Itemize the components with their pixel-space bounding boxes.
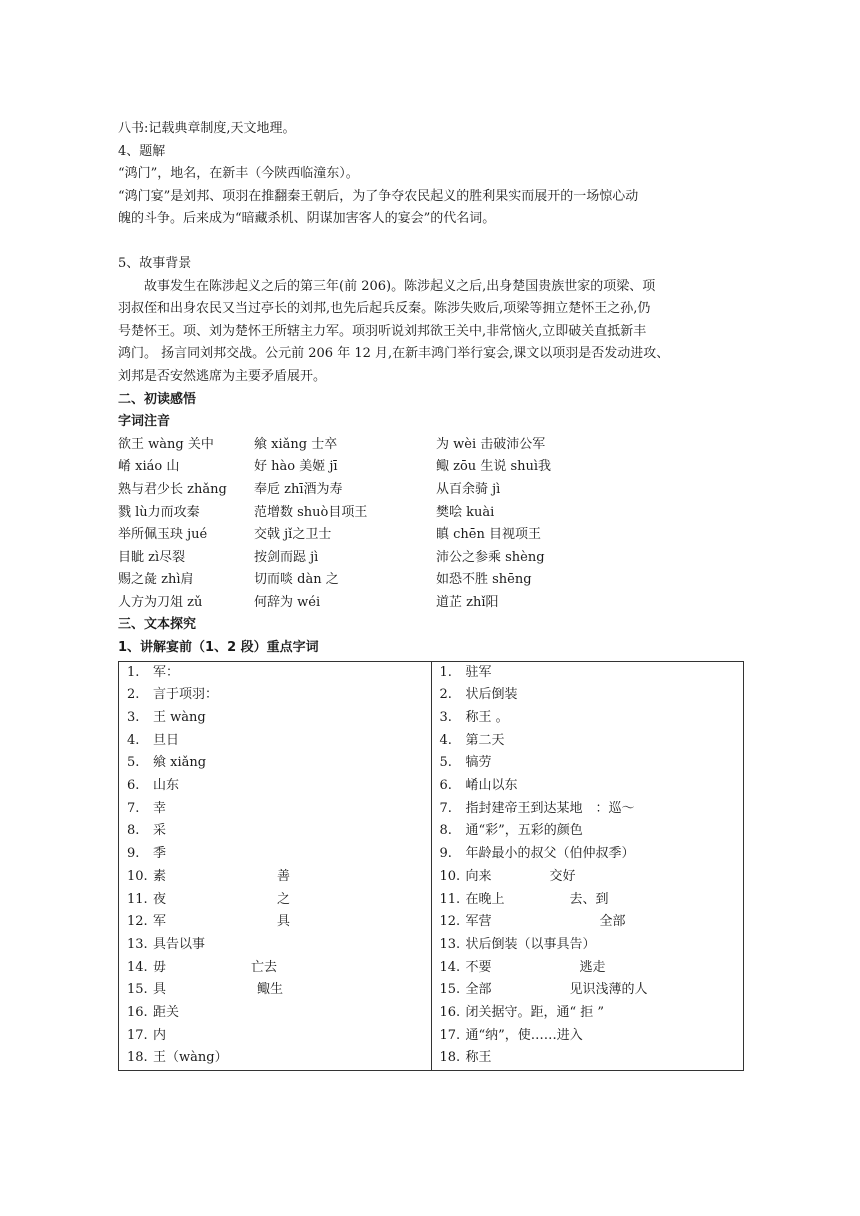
pronunciation-item: 戮 lù力而攻秦 xyxy=(118,504,200,520)
words-column xyxy=(119,661,432,1070)
pronunciation-item: 切而啖 dàn 之 xyxy=(254,572,339,588)
pronunciation-item: 何辞为 wéi xyxy=(254,594,321,610)
pronunciation-item: 鲰 zōu 生说 shuì我 xyxy=(436,459,552,475)
eight-books-line: 八书:记载典章制度,天文地理。 xyxy=(118,121,296,136)
row-text: 王 wàng xyxy=(153,710,206,726)
row-text: 状后倒装 xyxy=(465,687,518,703)
row-text: 旦日 xyxy=(153,732,180,748)
pronunciation-row xyxy=(118,479,748,502)
row-number: 18. xyxy=(127,1050,148,1066)
row-text: 幸 xyxy=(153,800,167,816)
pronunciation-item: 目眦 zì尽裂 xyxy=(118,549,186,565)
table-row xyxy=(440,934,744,957)
row-number: 16. xyxy=(127,1004,148,1020)
pronunciation-row xyxy=(118,502,748,525)
table-row xyxy=(127,730,431,753)
row-extra-text: 见识浅薄的人 xyxy=(569,982,648,998)
pronunciation-item: 从百余骑 jì xyxy=(436,481,501,497)
pronunciation-item: 为 wèi 击破沛公军 xyxy=(436,436,546,452)
row-number: 12. xyxy=(127,914,148,930)
table-row xyxy=(127,1047,431,1070)
table-row xyxy=(127,775,431,798)
row-number: 2. xyxy=(439,687,452,703)
row-text: 在晚上 xyxy=(465,891,505,907)
pronunciation-row xyxy=(118,524,748,547)
table-row xyxy=(127,820,431,843)
section-4-text-2: “鸿门宴”是刘邦、项羽在推翻秦王朝后，为了争夺农民起义的胜利果实而展开的一场惊心动 xyxy=(118,188,639,204)
row-text: 军 xyxy=(153,914,167,930)
row-number: 6. xyxy=(127,778,140,794)
row-text: 称王 。 xyxy=(465,710,509,726)
pronunciation-row xyxy=(118,592,748,615)
row-number: 5. xyxy=(127,755,140,771)
pronunciation-row xyxy=(118,434,748,457)
row-extra-text: 亡去 xyxy=(251,959,278,975)
table-row xyxy=(440,684,744,707)
row-text: 状后倒装（以事具告） xyxy=(465,936,596,952)
row-text: 采 xyxy=(153,823,167,839)
pronunciation-item: 好 hào 美姬 jī xyxy=(254,459,338,475)
section-5-title: 5、故事背景 xyxy=(118,255,192,271)
pronunciation-list xyxy=(118,434,748,615)
table-row xyxy=(127,843,431,866)
pronunciation-row xyxy=(118,456,748,479)
pronunciation-item: 范增数 shuò目项王 xyxy=(254,504,368,520)
row-text: 通“纳”，使……进入 xyxy=(465,1027,583,1043)
table-row xyxy=(127,957,431,980)
pronunciation-item: 熟与君少长 zhǎng xyxy=(118,481,227,497)
pronunciation-item: 按剑而跽 jì xyxy=(254,549,319,565)
row-number: 15. xyxy=(439,982,461,998)
row-number: 15. xyxy=(127,982,148,998)
row-number: 9. xyxy=(127,846,140,862)
row-number: 2. xyxy=(127,687,140,703)
pronunciation-item: 道芷 zhǐ阳 xyxy=(436,594,499,610)
row-text: 不要 xyxy=(465,959,492,975)
row-text: 年龄最小的叔父（伯仲叔季） xyxy=(465,846,635,862)
row-number: 8. xyxy=(439,823,452,839)
table-row xyxy=(127,911,431,934)
row-text: 向来 xyxy=(465,868,492,884)
table-row xyxy=(440,707,744,730)
row-number: 12. xyxy=(439,914,461,930)
row-text: 第二天 xyxy=(465,732,505,748)
pronunciation-row xyxy=(118,569,748,592)
row-text: 具 xyxy=(153,982,167,998)
row-text: 王（wàng） xyxy=(153,1050,228,1066)
row-text: 季 xyxy=(153,846,167,862)
table-row xyxy=(440,662,744,685)
section-4-title: 4、题解 xyxy=(118,143,166,159)
table-row xyxy=(440,889,744,912)
section-4-text-1: “鸿门”，地名，在新丰（今陕西临潼东）。 xyxy=(118,166,359,182)
row-number: 16. xyxy=(439,1004,461,1020)
row-number: 1. xyxy=(127,664,140,680)
table-row xyxy=(127,1025,431,1048)
pronunciation-item: 交戟 jǐ之卫士 xyxy=(254,527,332,543)
row-number: 13. xyxy=(127,936,148,952)
row-number: 6. xyxy=(439,778,452,794)
section-5-paragraph-line: 鸿门。 扬言同刘邦交战。公元前 206 年 12 月,在新丰鸿门举行宴会,课文以项羽是否发动进攻、 xyxy=(118,346,670,362)
row-number: 14. xyxy=(439,959,461,975)
row-text: 言于项羽： xyxy=(153,687,219,703)
key-words-heading: 1、讲解宴前（1、2 段）重点字词 xyxy=(118,640,319,656)
table-row xyxy=(127,684,431,707)
table-row xyxy=(440,798,744,821)
row-number: 3. xyxy=(439,710,452,726)
row-text: 夜 xyxy=(153,891,167,907)
pronunciation-heading: 字词注音 xyxy=(118,414,171,430)
table-row xyxy=(440,979,744,1002)
row-number: 18. xyxy=(439,1050,461,1066)
row-number: 14. xyxy=(127,959,148,975)
table-row xyxy=(440,820,744,843)
table-row xyxy=(440,911,744,934)
pronunciation-item: 奉卮 zhī酒为寿 xyxy=(254,481,343,497)
pronunciation-item: 沛公之参乘 shèng xyxy=(436,549,545,565)
row-number: 3. xyxy=(127,710,140,726)
row-number: 9. xyxy=(439,846,452,862)
table-row xyxy=(440,1002,744,1025)
row-number: 10. xyxy=(439,868,461,884)
table-row xyxy=(127,889,431,912)
section-5-paragraph-line: 号楚怀王。项、刘为楚怀王所辖主力军。项羽听说刘邦欲王关中,非常恼火,立即破关直抵新丰 xyxy=(118,323,647,339)
row-text: 毋 xyxy=(153,959,167,975)
table-row xyxy=(440,775,744,798)
pronunciation-item: 欲王 wàng 关中 xyxy=(118,436,214,452)
section-5-paragraph-line: 羽叔侄和出身农民又当过亭长的刘邦,也先后起兵反秦。陈涉失败后,项梁等拥立楚怀王之孙,仍 xyxy=(118,301,651,317)
pronunciation-item: 崤 xiáo 山 xyxy=(118,459,180,475)
row-number: 11. xyxy=(439,891,461,907)
table-row xyxy=(127,979,431,1002)
table-row xyxy=(127,866,431,889)
table-row xyxy=(440,1025,744,1048)
document-page xyxy=(118,118,748,1071)
pronunciation-item: 赐之彘 zhì肩 xyxy=(118,572,194,588)
table-row xyxy=(127,752,431,775)
pronunciation-item: 樊哙 kuài xyxy=(436,504,495,520)
row-text: 犒劳 xyxy=(465,755,492,771)
row-number: 5. xyxy=(439,755,452,771)
row-text: 崤山以东 xyxy=(465,778,518,794)
table-row xyxy=(440,1047,744,1070)
row-number: 11. xyxy=(127,891,148,907)
row-text: 驻军 xyxy=(465,664,492,680)
pronunciation-item: 如恐不胜 shēng xyxy=(436,572,532,588)
row-number: 8. xyxy=(127,823,140,839)
row-text: 军： xyxy=(153,664,180,680)
row-number: 7. xyxy=(127,800,140,816)
table-row xyxy=(440,752,744,775)
row-extra-text: 善 xyxy=(277,868,291,884)
section-5-paragraph-line: 刘邦是否安然逃席为主要矛盾展开。 xyxy=(118,368,327,384)
table-row xyxy=(440,957,744,980)
row-number: 13. xyxy=(439,936,461,952)
table-row xyxy=(440,730,744,753)
pronunciation-item: 人方为刀俎 zǔ xyxy=(118,594,203,610)
pronunciation-item: 瞋 chēn 目视项王 xyxy=(436,527,541,543)
pronunciation-item: 举所佩玉玦 jué xyxy=(118,527,208,543)
pronunciation-row xyxy=(118,547,748,570)
row-extra-text: 逃走 xyxy=(579,959,606,975)
row-extra-text: 具 xyxy=(277,914,291,930)
table-row xyxy=(127,798,431,821)
row-text: 军营 xyxy=(465,914,492,930)
row-text: 素 xyxy=(153,868,167,884)
row-number: 10. xyxy=(127,868,148,884)
row-number: 1. xyxy=(439,664,452,680)
table-row xyxy=(127,662,431,685)
row-text: 闭关据守。距，通“ 拒 ” xyxy=(465,1004,605,1020)
row-extra-text: 交好 xyxy=(549,868,576,884)
spacer xyxy=(118,231,748,253)
section-4-text-3: 魄的斗争。后来成为“暗藏杀机、阴谋加害客人的宴会”的代名词。 xyxy=(118,211,496,227)
row-text: 通“彩”，五彩的颜色 xyxy=(465,823,583,839)
table-row xyxy=(127,934,431,957)
row-extra-text: 去、到 xyxy=(569,891,609,907)
row-extra-text: 之 xyxy=(277,891,291,907)
row-text: 指封建帝王到达某地 ：巡～ xyxy=(465,800,635,816)
pronunciation-item: 飨 xiǎng 士卒 xyxy=(254,436,338,452)
row-text: 山东 xyxy=(153,778,180,794)
key-words-table xyxy=(118,661,744,1071)
row-number: 17. xyxy=(127,1027,148,1043)
row-number: 4. xyxy=(127,732,140,748)
row-text: 距关 xyxy=(153,1004,180,1020)
table-row xyxy=(127,707,431,730)
part-2-heading: 二、初读感悟 xyxy=(118,391,197,407)
row-number: 4. xyxy=(439,732,452,748)
meanings-column xyxy=(431,661,744,1070)
row-extra-text: 鲰生 xyxy=(257,982,284,998)
table-row xyxy=(440,866,744,889)
row-text: 内 xyxy=(153,1027,167,1043)
row-extra-text: 全部 xyxy=(599,914,626,930)
row-text: 称王 xyxy=(465,1050,492,1066)
row-text: 全部 xyxy=(465,982,492,998)
row-number: 7. xyxy=(439,800,452,816)
table-row xyxy=(440,843,744,866)
section-5-paragraph-line: 故事发生在陈涉起义之后的第三年(前 206)。陈涉起义之后,出身楚国贵族世家的项梁、项 xyxy=(144,278,656,294)
row-text: 具告以事 xyxy=(153,936,206,952)
row-number: 17. xyxy=(439,1027,461,1043)
row-text: 飨 xiǎng xyxy=(153,755,207,771)
part-3-heading: 三、文本探究 xyxy=(118,617,197,633)
table-row xyxy=(127,1002,431,1025)
